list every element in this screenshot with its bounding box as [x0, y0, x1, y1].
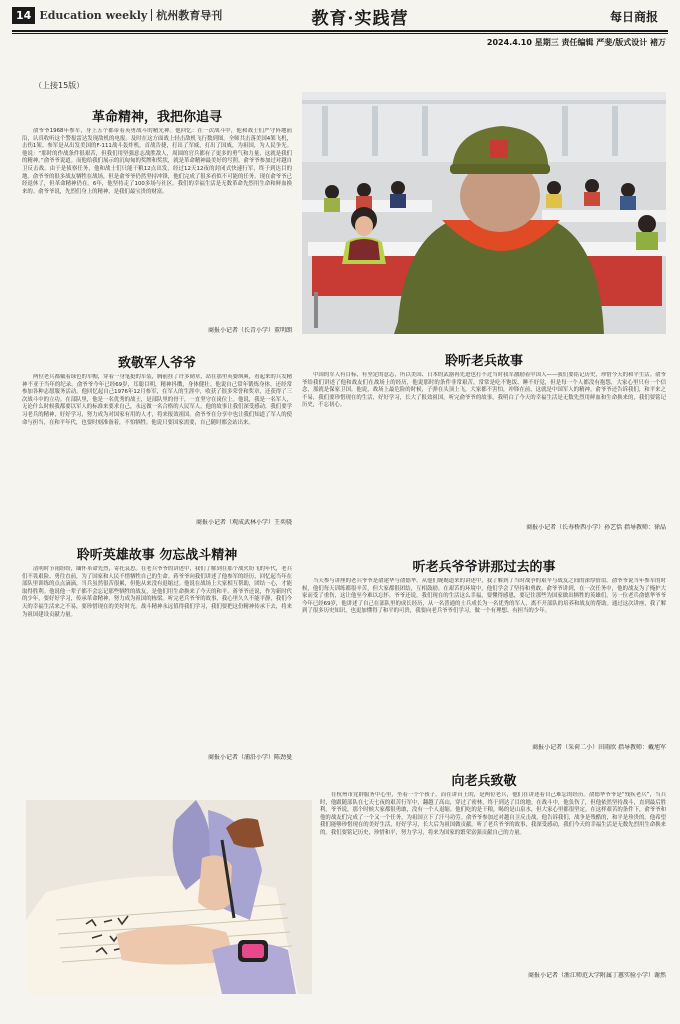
page-number: 14 — [12, 7, 35, 24]
article-5-title: 听老兵爷爷讲那过去的事 — [412, 560, 556, 575]
masthead-divider — [151, 9, 152, 21]
article-2-byline: 商报小记者（观成武林小学）王奕骁 — [195, 519, 292, 526]
article-2-body: 两位老兵都戴着绿色的军帽，穿着一身笔挺的军装，胸前挂了许多勋章，站在那里英姿飒爽，看起来的兵发精神不亚于当年的纪录。俞爷爷今年已经69岁，耳聪目明，精神抖擞，身体健壮。他说自己常年锻炼身体，还经常参加各种志愿服务活动。他回忆起自己1976年12月参军，在军人的生涯中，收获了很多荣誉和奖章，还获得了三次战斗中的立功。在部队里，他是一名优秀的战士，是部队里的骨干，一直坚守在岗位上。他说，我是一名军人，无论什么时候我都要以军人的标准来要求自己，永远做一名合格的人民军人。他的故事让我们深受感动，我们要学习老兵的精神，好好学习，努力成为对国家有用的人才，将来报效祖国。俞爷爷在分享中也让我们知道了军人的使命与担当，在和平年代，也要时刻准备着，不怕牺牲。他说只要国家需要，自己随时都会站出来。 — [22, 374, 292, 426]
edition-english: Education weekly — [39, 8, 148, 22]
writing-photo — [26, 800, 312, 994]
section-title: 教育·实践营 — [311, 9, 409, 29]
header-rule — [12, 30, 668, 32]
classroom-illustration — [302, 92, 666, 334]
article-1-body: 俞爷爷1968年参军，身上五个都带着英勇战斗的精光神。他回忆：在一次战斗中，他和战士们严守阵地前沿，认真收听这个警报雷达发现敌机的电报。及时在这方面战上轻击敌机飞行数到图。全师共击落美国4架飞机，击伤1架。参军是从出发美国的F-111战斗轰炸机。首战告捷，打出了军威，打出了国威，为祖国，为人民争光。他说：“那时的作战条件很艰苦，但我们用坚强意志战胜敌人，周围的官兵都有了更多的勇气和力量，这就是我们的精神。”俞爷爷说道。而他给我们展示的沉甸甸的奖牌和奖状，就是革命精神最美好的写照。俞爷爷参加过对越自卫反击战。由于是侦察任务，他和战士们只能干粮12点出发，经过12天12夜的封闭式快速行军，终于到达目的地。俞爷爷的很多战友牺牲在战场，但是俞爷爷仍然坚持冲锋，他们完成了很多看似不可能的任务。现在俞爷爷已经退休了，但革命精神仍在。6年，他坚持走了100多场与社区。我们的幸福生活是无数革命先烈用生命和鲜血换来的。俞爷爷说，先烈们身上的精神，是我们最宝贵的财富。 — [22, 128, 292, 195]
header-rule-thin — [12, 33, 668, 34]
article-2-title: 致敬军人爷爷 — [117, 356, 196, 371]
article-5-body: 当天参与讲座的老兵爷爷是俞建华与俞德华。从他们娓娓道来的讲述中，我了解到了当时战争的艰辛与战友之间的深厚情谊。俞爷爷说当年参军的时候，他们每天训练都很辛苦，但大家都很团结，互相鼓励。在艰苦的环境中，他们学会了坚持和勇敢。俞爷爷讲到，在一次任务中，他的战友为了掩护大家而受了重伤，这让他至今难以忘怀。爷爷还说，我们现在的生活这么幸福，要懂得感恩，要记住那些为国家做出牺牲的英雄们。另一位老兵俞德华爷爷今年已经69岁，他讲述了自己在部队里的成长经历，从一名普通的士兵成长为一名优秀的军人，离不开部队的培养和战友的帮助。通过这次讲座，我了解到了很多历史知识，也更加懂得了和平的可贵，我要向老兵爷爷们学习，做一个有理想、有担当的少年。 — [302, 578, 666, 615]
article-1-title: 革命精神，我把你追寻 — [91, 110, 222, 125]
article-6-title: 向老兵致敬 — [451, 774, 517, 789]
masthead-left — [12, 6, 222, 24]
dateline: 2024.4.10 星期三 责任编辑 严斐/版式设计 褚万 — [486, 38, 666, 47]
paper-name: 每日商报 — [610, 10, 659, 24]
article-3-body: 清明时节雨纷纷，缅怀革命先烈，寄托哀思。在老兵爷爷的讲述中，我们了解到在那个战火纷飞的年代，老兵们不畏艰险、勇往直前，为了国家和人民不惜牺牲自己的生命。蒋爷爷向我们讲述了他参军的经历，回忆起当年在部队里训练的点点滴滴，当兵虽然很苦很累，但他从来没有退缩过。他说在战场上大家相互帮助，团结一心，才能取得胜利。他说他一辈子都不会忘记那些牺牲的战友，是他们用生命换来了今天的和平。蒋爷爷还说，作为新时代的少年，要好好学习，传承革命精神，努力成为祖国的栋梁。听完老兵爷爷的故事，我心里久久不能平静，我们今天的幸福生活来之不易，要珍惜现在的美好时光。战斗精神永远值得我们学习，我们要把这份精神传承下去，将来为祖国建设贡献力量。 — [22, 566, 292, 618]
article-4-byline: 商报小记者（长寿桥西小学）孙艺恬 指导教师：徐晶 — [526, 524, 666, 531]
article-6-body: 在杭州市党群服务中心里，坐着一个个孩子。而在讲台上的，是两位老兵，他们在讲述着自己难忘的经历。俞德华爷爷是“残疾老兵”，当兵时，他跟随部队在七天七夜的艰苦行军中，翻越了高山，穿过了密林，终于到达了目的地。在战斗中，他负伤了，但他依然坚持战斗，直到最后胜利。爷爷说，那个时候大家都很勇敢，没有一个人退缩。他们吃的是干粮，喝的是山泉水，但大家心里都很坚定。在这样艰苦的条件下，俞爷爷和他的战友们完成了一个又一个任务，为祖国立下了汗马功劳。俞爷爷参加过对越自卫反击战，他告诉我们，战争是残酷的，和平是珍贵的。他希望我们能够珍惜现在的美好生活，好好学习，长大后为祖国做贡献。听了老兵爷爷的故事，我深受感动，我们今天的幸福生活是无数先烈用生命换来的。我们要铭记历史，珍惜和平，努力学习，将来为国家的繁荣富强贡献自己的力量。 — [320, 792, 666, 836]
article-4-title: 聆听老兵故事 — [444, 354, 523, 369]
classroom-photo — [302, 92, 666, 334]
continued-note: （上接15版） — [34, 81, 85, 90]
article-5-byline: 商报小记者（采荷二小）田雨欣 指导教师：戴旭军 — [532, 744, 666, 751]
writing-illustration — [26, 800, 312, 994]
edition-chinese: 杭州教育导刊 — [156, 9, 223, 22]
article-3-title: 聆听英雄故事 勿忘战斗精神 — [76, 548, 238, 563]
article-1-byline: 商报小记者（长青小学）董明朗 — [207, 327, 292, 334]
article-3-byline: 商报小记者（浦沿小学）陈劲曼 — [207, 754, 292, 761]
article-6-byline: 商报小记者（浙江师范大学附属丁蕙实验小学）谢然 — [527, 972, 666, 979]
article-4-body: 中国的军人有目标，有坚定的意志，所以美国、日本的武器再先进也打不过当时我军激励着中国人——我们要铭记历史，珍惜今天的和平生活。俞爷爷给我们讲述了他和战友们在战场上的经历，他说那时的条件非常艰苦，常常是吃不饱饭、睡不好觉，但是每一个人都没有抱怨，大家心里只有一个信念，那就是保家卫国。他说，战场上最危险的时候，子弹在头顶上飞，大家都不害怕，冲锋在前，这就是中国军人的精神。俞爷爷还告诉我们，和平来之不易，我们要珍惜现在的生活，好好学习，长大了报效祖国。听完俞爷爷的故事，我明白了今天的幸福生活是无数先烈用鲜血和生命换来的，我们要铭记历史，不忘初心。 — [302, 372, 666, 409]
